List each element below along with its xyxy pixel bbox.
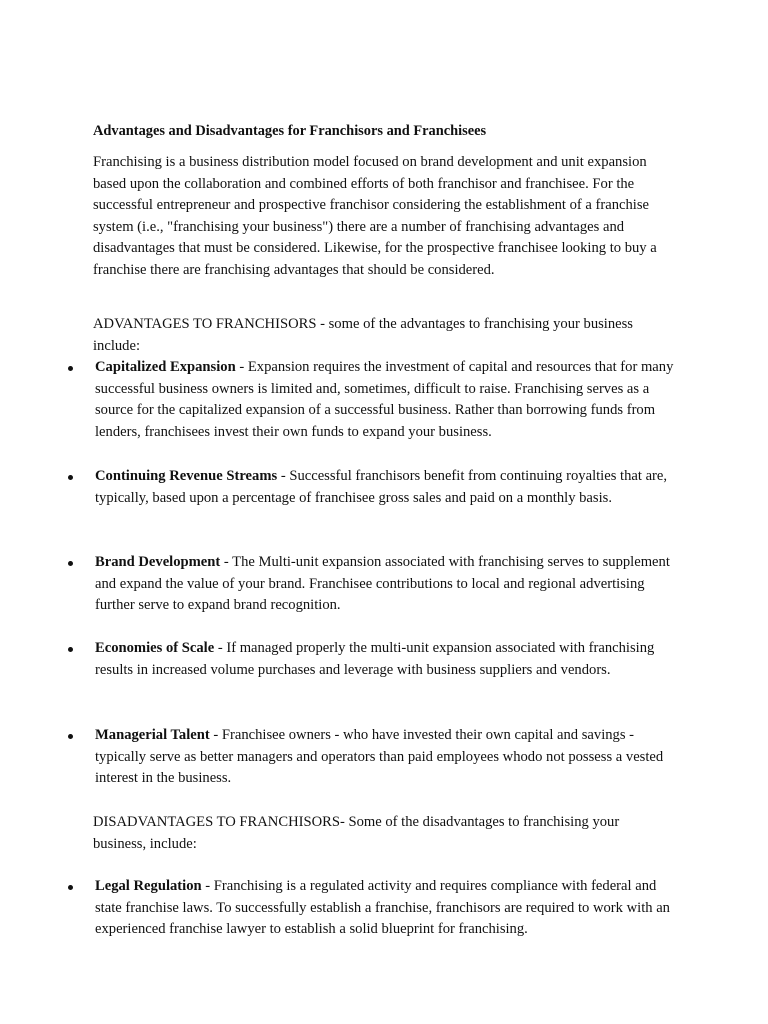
bullet-icon [68, 366, 73, 371]
bullet-icon [68, 647, 73, 652]
bullet-icon [68, 734, 73, 739]
document-title: Advantages and Disadvantages for Franchisors and Franchisees [93, 123, 487, 139]
bullet-icon [68, 885, 73, 890]
advantage-text [95, 725, 675, 790]
advantages-heading: ADVANTAGES TO FRANCHISORS - some of the advantages to franchising your business include: [93, 316, 633, 354]
advantage-term: Brand Development [95, 554, 221, 570]
disadvantage-description: - Franchising is a regulated activity and requires compliance with federal and state franchise laws. To successfully establish a franchise, franchisors are required to work with an experienced franchise lawyer to establish a solid blueprint for franchising. [95, 878, 670, 938]
bullet-icon [68, 561, 73, 566]
disadvantage-text [95, 876, 675, 941]
disadvantages-heading: DISADVANTAGES TO FRANCHISORS- Some of the disadvantages to franchising your business, include: [93, 814, 620, 852]
bullet-icon [68, 475, 73, 480]
advantage-description: - Franchisee owners - who have invested their own capital and savings - typically serve as better managers and operators than paid employees whodo not possess a vested interest in the business. [95, 727, 664, 787]
advantage-text [95, 466, 675, 509]
advantage-text [95, 357, 675, 443]
advantage-term: Managerial Talent [95, 727, 210, 743]
advantage-term: Continuing Revenue Streams [95, 468, 278, 484]
advantage-text [95, 638, 675, 681]
advantage-description: - Expansion requires the investment of capital and resources that for many successful business owners is limited and, sometimes, difficult to raise. Franchising serves as a source for the capitalized expansion of a successful business. Rather than borrowing funds from lenders, franchisees invest their own funds to expand your business. [95, 359, 674, 440]
advantage-description: - The Multi-unit expansion associated with franchising serves to supplement and expand the value of your brand. Franchisee contributions to local and regional advertising further serve to expand brand recognition. [95, 554, 670, 614]
advantage-term: Economies of Scale [95, 640, 215, 656]
advantage-description: - If managed properly the multi-unit expansion associated with franchising results in increased volume purchases and leverage with business suppliers and vendors. [95, 640, 655, 678]
advantage-text [95, 552, 675, 617]
advantage-term: Capitalized Expansion [95, 359, 236, 375]
intro-paragraph: Franchising is a business distribution model focused on brand development and unit expansion based upon the collaboration and combined efforts of both franchisor and franchisee. For the successful entrepreneur and prospective franchisor considering the establishment of a franchise system (i.e., "franchising your business") there are a number of franchising advantages and disadvantages that must be considered. Likewise, for the prospective franchisee looking to buy a franchise there are franchising advantages that should be considered. [93, 154, 657, 278]
advantage-description: - Successful franchisors benefit from continuing royalties that are, typically, based upon a percentage of franchisee gross sales and paid on a monthly basis. [95, 468, 668, 506]
disadvantage-term: Legal Regulation [95, 878, 202, 894]
